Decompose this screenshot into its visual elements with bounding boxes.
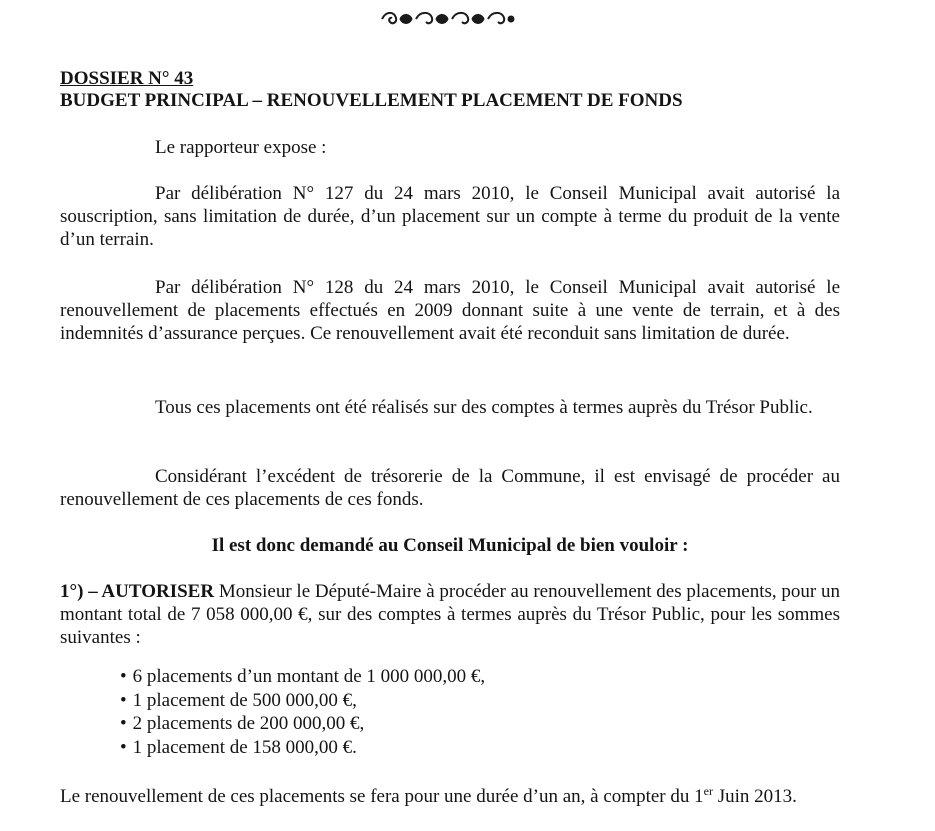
- list-item: • 2 placements de 200 000,00 €,: [120, 712, 485, 736]
- placement-list: [120, 665, 485, 759]
- request-heading: Il est donc demandé au Conseil Municipal de bien vouloir :: [211, 535, 689, 556]
- dossier-number: DOSSIER N° 43: [60, 68, 194, 89]
- closing-superscript: er: [703, 784, 713, 798]
- paragraph-4: Considérant l’excédent de trésorerie de la Commune, il est envisagé de procéder au renouvellement de ces placements de ces fonds.: [60, 466, 840, 510]
- intro-line: Le rapporteur expose :: [155, 137, 327, 158]
- closing-date-text: Juin 2013.: [712, 786, 797, 807]
- decorative-flourish-icon: [378, 8, 518, 30]
- closing-paragraph: [60, 785, 840, 808]
- paragraph-2: Par délibération N° 128 du 24 mars 2010, le Conseil Municipal avait autorisé le renouvellement de placements effectués en 2009 donnant suite à une vente de terrain, et à des indemnités d’assurance perçues. Ce renouvellement avait été reconduit sans limitation de durée.: [60, 277, 840, 344]
- list-item: • 6 placements d’un montant de 1 000 000,00 €,: [120, 665, 485, 689]
- paragraph-1: Par délibération N° 127 du 24 mars 2010, le Conseil Municipal avait autorisé la souscription, sans limitation de durée, d’un placement sur un compte à terme du produit de la vente d’un terrain.: [60, 183, 840, 250]
- item-1-prefix: 1°) – AUTORISER: [60, 581, 215, 602]
- document-subject: BUDGET PRINCIPAL – RENOUVELLEMENT PLACEMENT DE FONDS: [60, 90, 683, 111]
- paragraph-3: Tous ces placements ont été réalisés sur des comptes à termes auprès du Trésor Public.: [155, 397, 813, 418]
- item-1: [60, 580, 840, 649]
- list-item: • 1 placement de 500 000,00 €,: [120, 689, 485, 713]
- item-1-text: Monsieur le Député-Maire à procéder au renouvellement des placements, pour un montant total de 7 058 000,00 €, sur des comptes à termes auprès du Trésor Public, pour les sommes suivantes :: [60, 581, 840, 648]
- list-item: • 1 placement de 158 000,00 €.: [120, 736, 485, 760]
- closing-text: Le renouvellement de ces placements se fera pour une durée d’un an, à compter du 1: [60, 786, 704, 807]
